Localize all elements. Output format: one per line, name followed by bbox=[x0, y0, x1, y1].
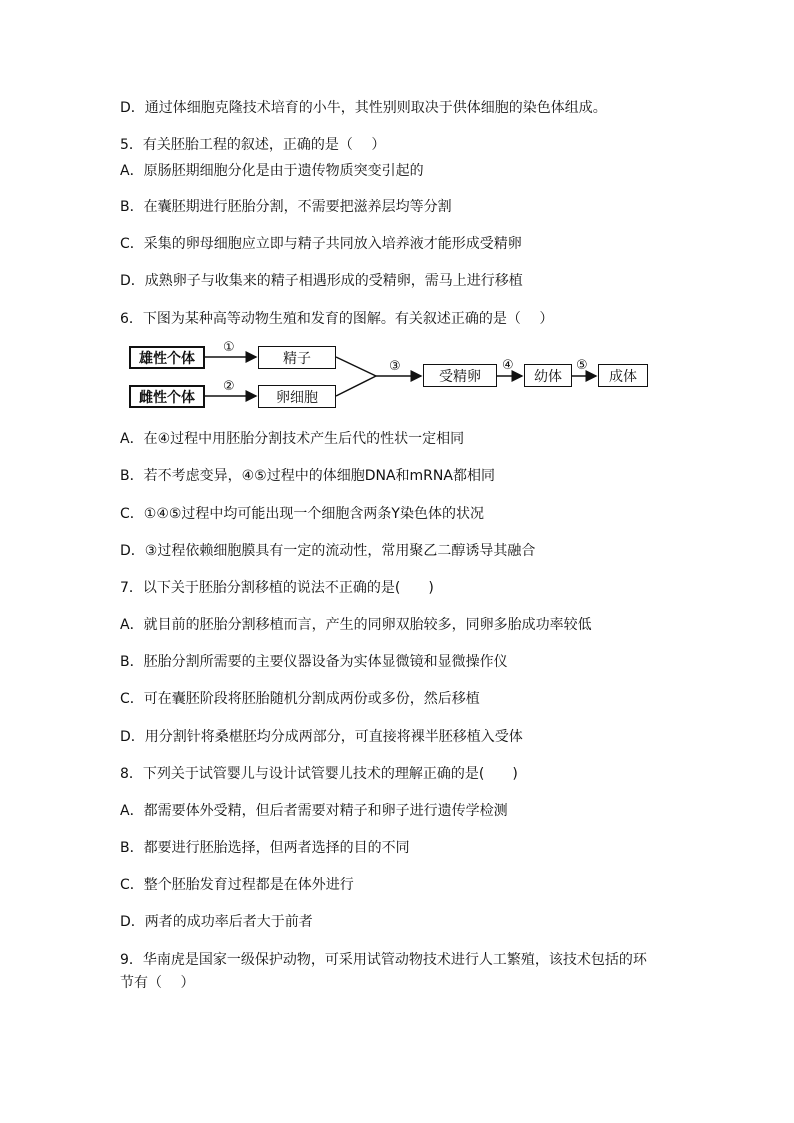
zygote-box: 受精卵 bbox=[423, 364, 497, 387]
q6-option-b: B．若不考虑变异，④⑤过程中的体细胞DNA和mRNA都相同 bbox=[120, 468, 495, 484]
q6-option-a: A．在④过程中用胚胎分割技术产生后代的性状一定相同 bbox=[120, 431, 465, 447]
q4-option-d: D．通过体细胞克隆技术培育的小牛，其性别则取决于供体细胞的染色体组成。 bbox=[120, 100, 607, 116]
q5-stem: 5．有关胚胎工程的叙述，正确的是（ ） bbox=[120, 137, 386, 153]
step-4-label: ④ bbox=[502, 358, 514, 373]
q6-option-d: D．③过程依赖细胞膜具有一定的流动性，常用聚乙二醇诱导其融合 bbox=[120, 543, 536, 559]
egg-box: 卵细胞 bbox=[258, 385, 336, 408]
q9-stem-cont: 节有（ ） bbox=[120, 975, 195, 991]
step-5-label: ⑤ bbox=[576, 358, 588, 373]
q5-option-c: C．采集的卵母细胞应立即与精子共同放入培养液才能形成受精卵 bbox=[120, 236, 522, 252]
q8-stem: 8．下列关于试管婴儿与设计试管婴儿技术的理解正确的是( ) bbox=[120, 766, 518, 782]
q7-option-a: A．就目前的胚胎分割移植而言，产生的同卵双胎较多，同卵多胎成功率较低 bbox=[120, 617, 592, 633]
sperm-box: 精子 bbox=[258, 346, 336, 369]
juvenile-box: 幼体 bbox=[524, 364, 572, 387]
q7-stem: 7．以下关于胚胎分割移植的说法不正确的是( ) bbox=[120, 580, 434, 596]
step-1-label: ① bbox=[223, 340, 235, 355]
q6-option-c: C．①④⑤过程中均可能出现一个细胞含两条Y染色体的状况 bbox=[120, 506, 484, 522]
q5-option-b: B．在囊胚期进行胚胎分割，不需要把滋养层均等分割 bbox=[120, 199, 452, 215]
q8-option-c: C．整个胚胎发育过程都是在体外进行 bbox=[120, 877, 354, 893]
q8-option-a: A．都需要体外受精，但后者需要对精子和卵子进行遗传学检测 bbox=[120, 803, 508, 819]
adult-box: 成体 bbox=[598, 364, 648, 387]
male-box: 雄性个体 bbox=[129, 346, 205, 369]
q6-stem: 6．下图为某种高等动物生殖和发育的图解。有关叙述正确的是（ ） bbox=[120, 311, 554, 327]
q8-option-d: D．两者的成功率后者大于前者 bbox=[120, 914, 313, 930]
q5-option-a: A．原肠胚期细胞分化是由于遗传物质突变引起的 bbox=[120, 163, 424, 179]
female-box: 雌性个体 bbox=[129, 385, 205, 408]
arrow-converge-bottom bbox=[336, 376, 376, 396]
q5-option-d: D．成熟卵子与收集来的精子相遇形成的受精卵，需马上进行移植 bbox=[120, 273, 523, 289]
step-2-label: ② bbox=[223, 379, 235, 394]
q7-option-b: B．胚胎分割所需要的主要仪器设备为实体显微镜和显微操作仪 bbox=[120, 654, 508, 670]
q7-option-c: C．可在囊胚阶段将胚胎随机分割成两份或多份，然后移植 bbox=[120, 691, 480, 707]
q9-stem: 9．华南虎是国家一级保护动物，可采用试管动物技术进行人工繁殖，该技术包括的环 bbox=[120, 952, 647, 968]
step-3-label: ③ bbox=[389, 359, 401, 374]
q8-option-b: B．都要进行胚胎选择，但两者选择的目的不同 bbox=[120, 840, 410, 856]
arrow-converge-top bbox=[336, 357, 376, 376]
q7-option-d: D．用分割针将桑椹胚均分成两部分，可直接将裸半胚移植入受体 bbox=[120, 729, 523, 745]
